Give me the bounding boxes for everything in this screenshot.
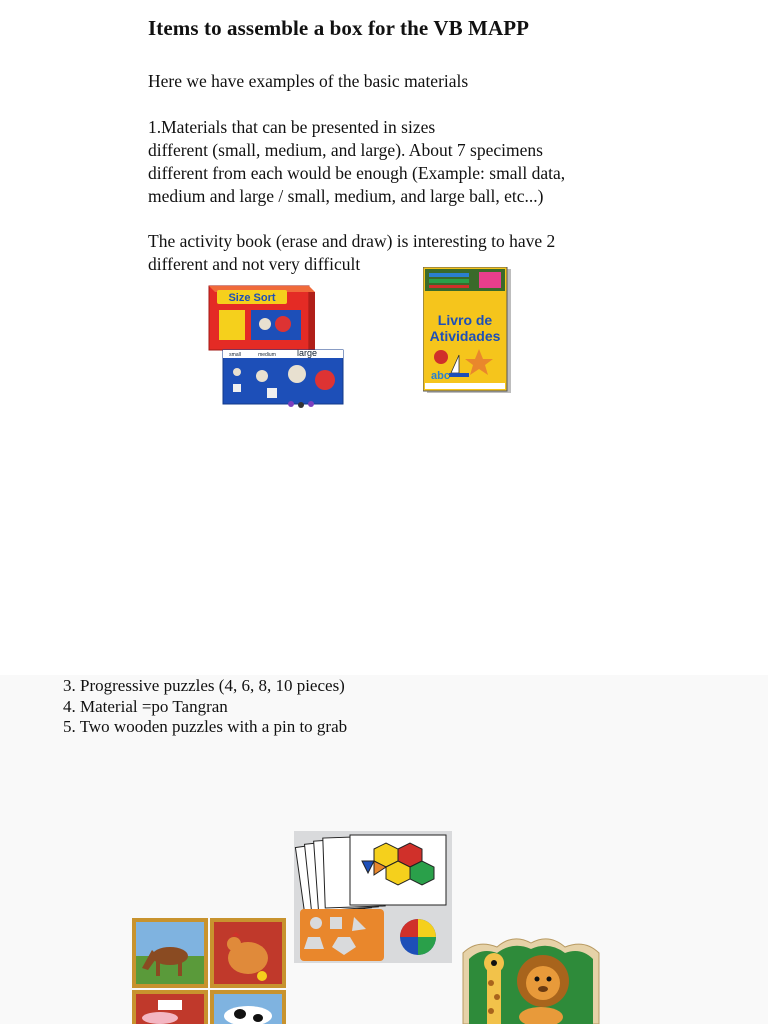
- list-item: 3. Progressive puzzles (4, 6, 8, 10 pieces): [63, 676, 345, 695]
- activity-book-title: Livro de: [437, 312, 493, 328]
- document-title: Items to assemble a box for the VB MAPP: [148, 16, 530, 40]
- farm-puzzles-image: [130, 916, 288, 1024]
- item1-line: 1.Materials that can be presented in sizes: [148, 117, 436, 137]
- tangram-image: [294, 831, 452, 963]
- size-sort-label: medium: [258, 352, 276, 358]
- zoo-peg-puzzle-image: [457, 933, 605, 1024]
- activity-line: different and not very difficult: [148, 254, 361, 274]
- size-sort-box-title: Size Sort: [228, 292, 276, 304]
- list-item: 5. Two wooden puzzles with a pin to grab: [63, 717, 348, 736]
- item1-line: different (small, medium, and large). About 7 specimens: [148, 140, 543, 160]
- item1-paragraph: [148, 116, 618, 208]
- size-sort-label: large: [296, 348, 318, 358]
- activity-book-image: [423, 267, 513, 395]
- materials-list: [63, 676, 347, 738]
- item1-line: medium and large / small, medium, and large ball, etc...): [148, 186, 544, 206]
- size-sort-label: small: [229, 352, 241, 358]
- list-item: 4. Material =po Tangran: [63, 696, 228, 716]
- intro-paragraph: Here we have examples of the basic materials: [148, 71, 469, 91]
- item1-line: different from each would be enough (Example: small data,: [148, 163, 566, 183]
- activity-book-title: Atividades: [429, 328, 501, 344]
- activity-book-abc: abc: [431, 370, 450, 382]
- size-sort-image: [207, 284, 344, 410]
- activity-line: The activity book (erase and draw) is interesting to have 2: [148, 231, 556, 251]
- activity-paragraph: [148, 230, 618, 276]
